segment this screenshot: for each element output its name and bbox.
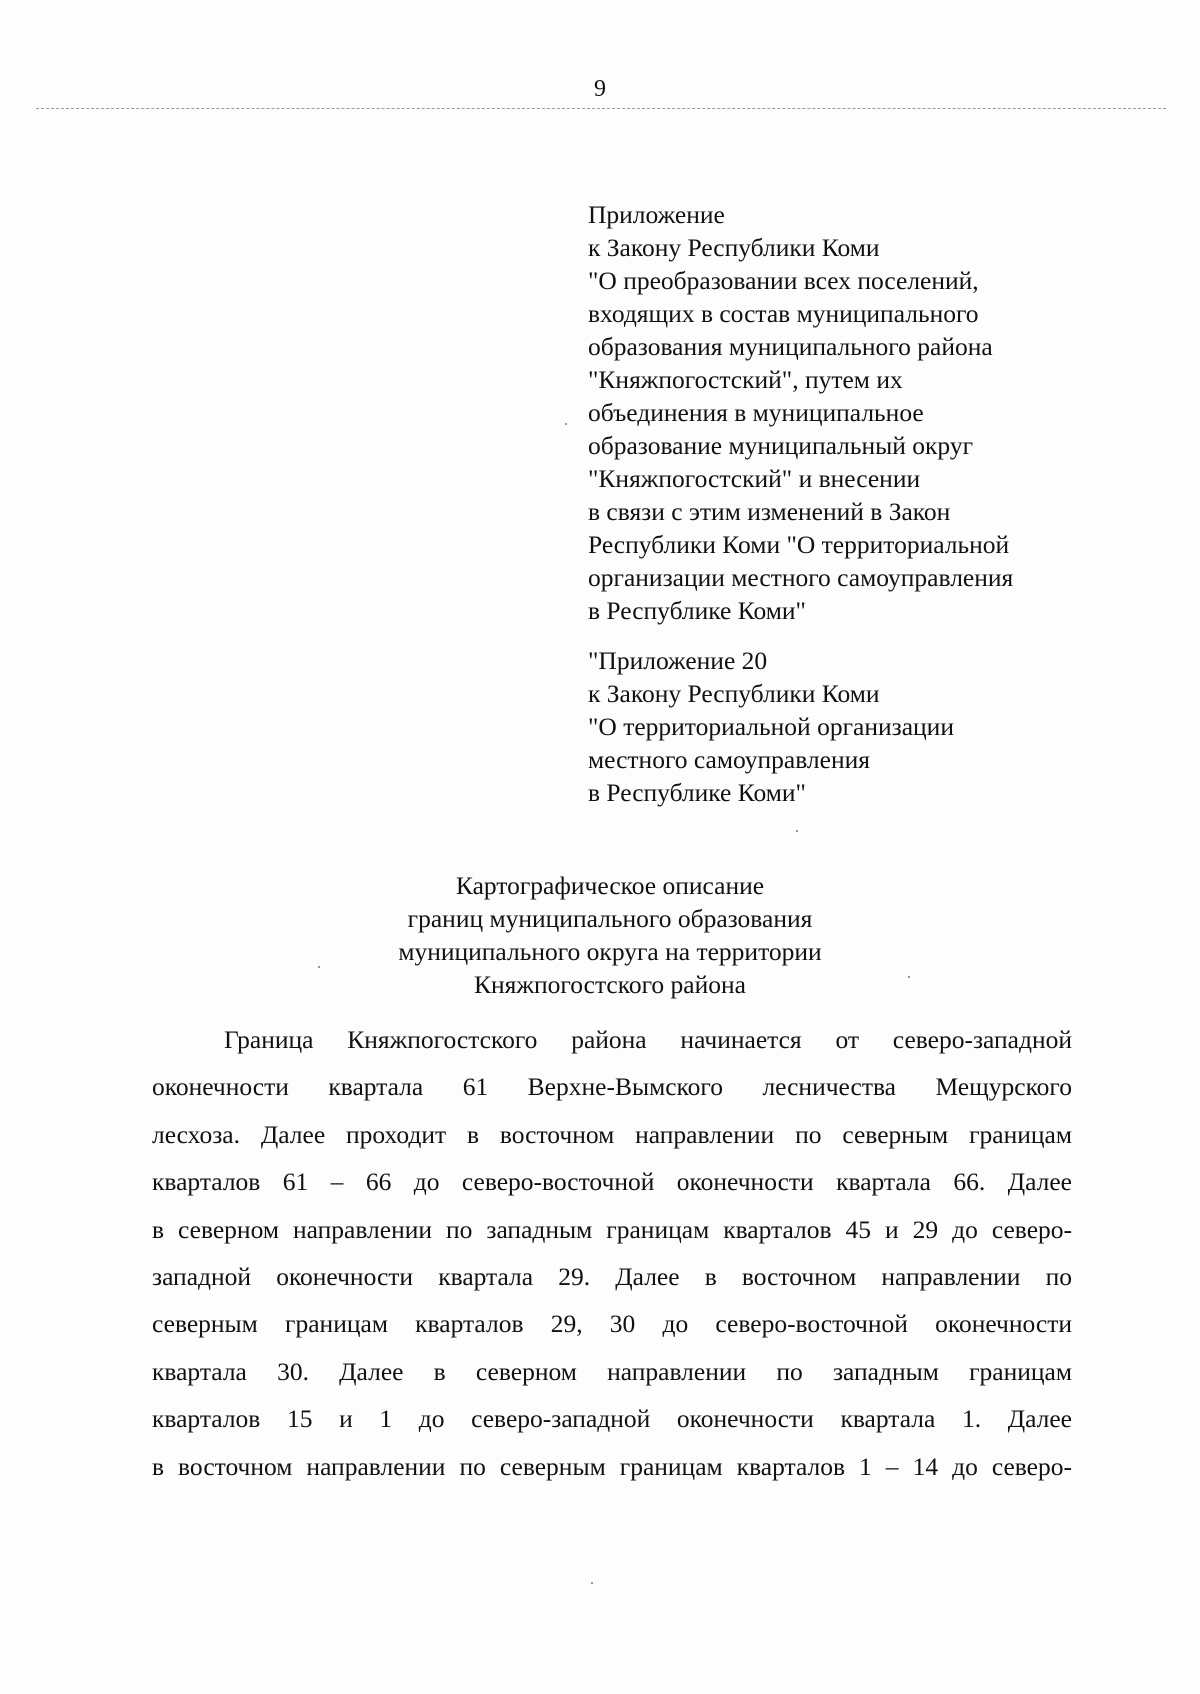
annex-heading-line: Приложение	[588, 200, 725, 229]
body-line: лесхоза. Далее проходит в восточном направлении по северным границам	[152, 1119, 1072, 1149]
scan-speck	[796, 830, 798, 832]
annex-heading-line: "Княжпогостский" и внесении	[588, 464, 921, 493]
scan-speck	[318, 966, 320, 968]
scan-speck	[565, 423, 567, 425]
annex-20-line: в Республике Коми"	[588, 778, 806, 807]
annex-heading-line: образования муниципального района	[588, 332, 993, 361]
body-line: квартала 30. Далее в северном направлении по западным границам	[152, 1356, 1072, 1386]
title-line: муниципального округа на территории	[398, 937, 822, 966]
body-line: в северном направлении по западным границам кварталов 45 и 29 до северо-	[152, 1214, 1072, 1244]
body-line: в восточном направлении по северным границам кварталов 1 – 14 до северо-	[152, 1451, 1072, 1481]
header-divider	[36, 108, 1166, 109]
annex-heading-line: в связи с этим изменений в Закон	[588, 497, 951, 526]
body-paragraph	[152, 1016, 1072, 1490]
annex-heading-line: организации местного самоуправления	[588, 563, 1014, 592]
title-line: Княжпогостского района	[474, 970, 746, 999]
annex-20-line: "О территориальной организации	[588, 712, 954, 741]
annex-20-line: "Приложение 20	[588, 646, 768, 675]
document-title	[300, 869, 920, 1001]
title-line: Картографическое описание	[455, 871, 765, 900]
body-line: кварталов 15 и 1 до северо-западной оконечности квартала 1. Далее	[152, 1404, 1072, 1434]
body-line: Граница Княжпогостского района начинается от северо-западной	[224, 1025, 1072, 1054]
annex-heading-line: образование муниципальный округ	[588, 431, 974, 460]
annex-20-line: местного самоуправления	[588, 745, 870, 774]
title-line: границ муниципального образования	[407, 904, 813, 933]
annex-heading-line: входящих в состав муниципального	[588, 299, 979, 328]
body-line: западной оконечности квартала 29. Далее в восточном направлении по	[152, 1261, 1072, 1291]
annex-heading-line: "Княжпогостский", путем их	[588, 365, 903, 394]
scan-speck	[908, 976, 910, 978]
body-line: оконечности квартала 61 Верхне-Вымского лесничества Мещурского	[152, 1072, 1072, 1102]
annex-20-line: к Закону Республики Коми	[588, 679, 880, 708]
scan-speck	[591, 1582, 593, 1584]
page-number: 9	[594, 76, 606, 102]
body-line: северным границам кварталов 29, 30 до северо-восточной оконечности	[152, 1309, 1072, 1339]
annex-heading	[588, 198, 1148, 627]
annex-heading-line: в Республике Коми"	[588, 596, 806, 625]
annex-heading-line: Республики Коми "О территориальной	[588, 530, 1010, 559]
annex-heading-line: к Закону Республики Коми	[588, 233, 880, 262]
annex-heading-line: "О преобразовании всех поселений,	[588, 266, 979, 295]
body-line: кварталов 61 – 66 до северо-восточной оконечности квартала 66. Далее	[152, 1167, 1072, 1197]
annex-heading-line: объединения в муниципальное	[588, 398, 924, 427]
annex-20-heading	[588, 644, 1148, 809]
